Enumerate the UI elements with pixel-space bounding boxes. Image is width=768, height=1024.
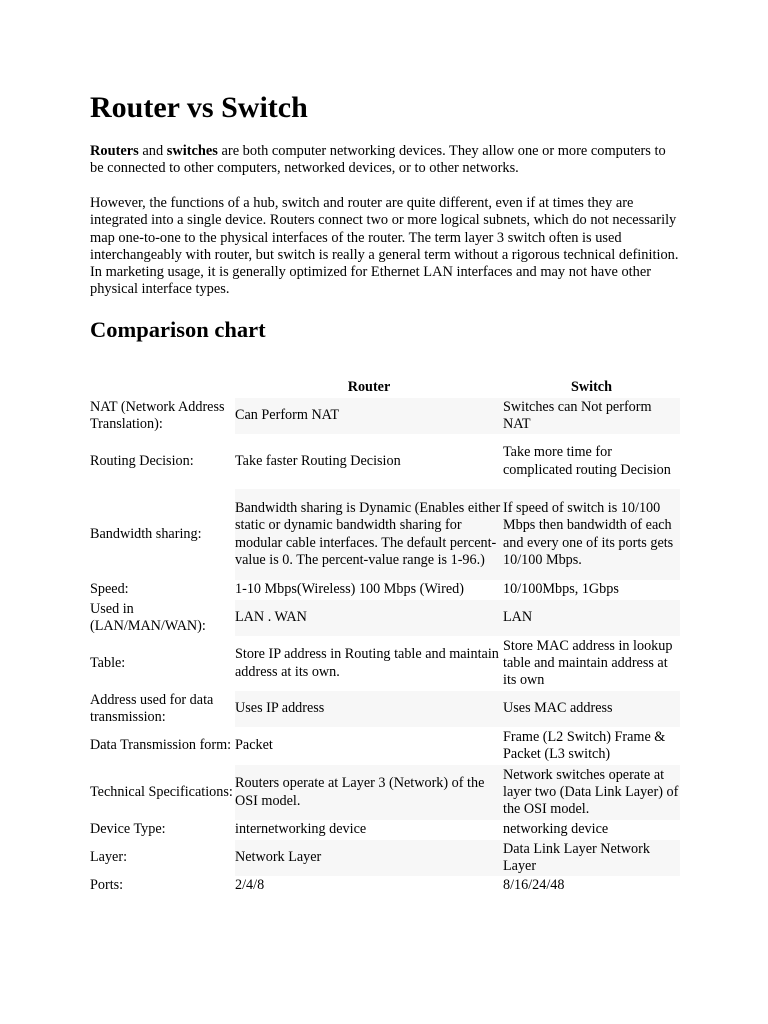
row-label: Device Type: (90, 821, 166, 838)
table-row (90, 765, 680, 820)
comparison-heading: Comparison chart (90, 317, 266, 342)
router-cell: Take faster Routing Decision (235, 452, 401, 469)
table-header-row (90, 378, 680, 398)
row-label: Address used for data transmission: (90, 691, 214, 725)
router-cell: Can Perform NAT (235, 398, 503, 434)
header-router: Router (347, 379, 391, 396)
row-label: Ports: (90, 877, 124, 894)
routers-term: Routers (90, 143, 139, 159)
router-cell: internetworking device (235, 821, 367, 838)
switch-cell: Data Link Layer Network Layer (503, 840, 680, 876)
switch-cell: Frame (L2 Switch) Frame & Packet (L3 switch) (503, 728, 666, 762)
switch-cell: Network switches operate at layer two (Data Link Layer) of the OSI model. (503, 765, 680, 820)
table-row (90, 876, 680, 896)
switch-cell: 10/100Mbps, 1Gbps (503, 581, 619, 598)
switch-cell: LAN (503, 600, 680, 636)
router-cell: 2/4/8 (235, 877, 265, 894)
intro-paragraph-1 (90, 143, 680, 178)
table-row (90, 727, 680, 765)
switch-cell: If speed of switch is 10/100 Mbps then bandwidth of each and every one of its ports gets 10/100 Mbps. (503, 489, 680, 580)
router-cell: Bandwidth sharing is Dynamic (Enables either static or dynamic bandwidth sharing for modular cable interfaces. The default percent-value is 0. The percent-value range is 1-96.) (235, 489, 503, 580)
row-label: Data Transmission form: (90, 737, 232, 754)
switch-cell: Store MAC address in lookup table and maintain address at its own (503, 637, 673, 689)
intro-paragraph-1-rest: are both computer networking devices. They allow one or more computers to be connected to other computers, networked devices, or to other networks. (90, 143, 666, 177)
row-label: Routing Decision: (90, 452, 194, 469)
router-cell: Uses IP address (235, 691, 503, 727)
header-feature (90, 378, 235, 398)
switch-cell: Take more time for complicated routing Decision (503, 444, 671, 478)
table-row (90, 398, 680, 434)
table-row (90, 691, 680, 727)
row-label: Bandwidth sharing: (90, 525, 202, 542)
intro-paragraph-2: However, the functions of a hub, switch and router are quite different, even if at times they are integrated into a single device. Routers connect two or more logical subnets, which do not necessarily map one-to-one to the physical interfaces of the router. The term layer 3 switch often is used interchangeably with router, but switch is really a general term without a rigorous technical definition. In marketing usage, it is generally optimized for Ethernet LAN interfaces and may not have other physical interface types. (90, 195, 679, 298)
router-cell: 1-10 Mbps(Wireless) 100 Mbps (Wired) (235, 581, 464, 598)
row-label: Layer: (90, 849, 128, 866)
table-row (90, 840, 680, 876)
switch-cell: Switches can Not perform NAT (503, 398, 680, 434)
table-row (90, 636, 680, 691)
router-cell: LAN . WAN (235, 600, 503, 636)
router-cell: Network Layer (235, 840, 503, 876)
router-cell: Store IP address in Routing table and maintain address at its own. (235, 646, 499, 680)
header-switch: Switch (571, 379, 612, 396)
and-text: and (138, 143, 167, 159)
page-title: Router vs Switch (90, 91, 308, 124)
table-row (90, 489, 680, 580)
row-label: Used in (LAN/MAN/WAN): (90, 600, 206, 634)
row-label: Table: (90, 654, 126, 671)
table-row (90, 434, 680, 489)
switch-cell: networking device (503, 821, 609, 838)
switch-cell: 8/16/24/48 (503, 877, 565, 894)
row-label: Speed: (90, 581, 129, 598)
comparison-table (90, 378, 680, 896)
table-row (90, 580, 680, 600)
router-cell: Routers operate at Layer 3 (Network) of the OSI model. (235, 765, 503, 820)
router-cell: Packet (235, 737, 273, 754)
row-label: NAT (Network Address Translation): (90, 398, 225, 432)
table-row (90, 820, 680, 840)
switch-cell: Uses MAC address (503, 691, 680, 727)
switches-term: switches (166, 143, 218, 159)
row-label: Technical Specifications: (90, 783, 233, 800)
comparison-table-body (90, 398, 680, 896)
table-row (90, 600, 680, 636)
